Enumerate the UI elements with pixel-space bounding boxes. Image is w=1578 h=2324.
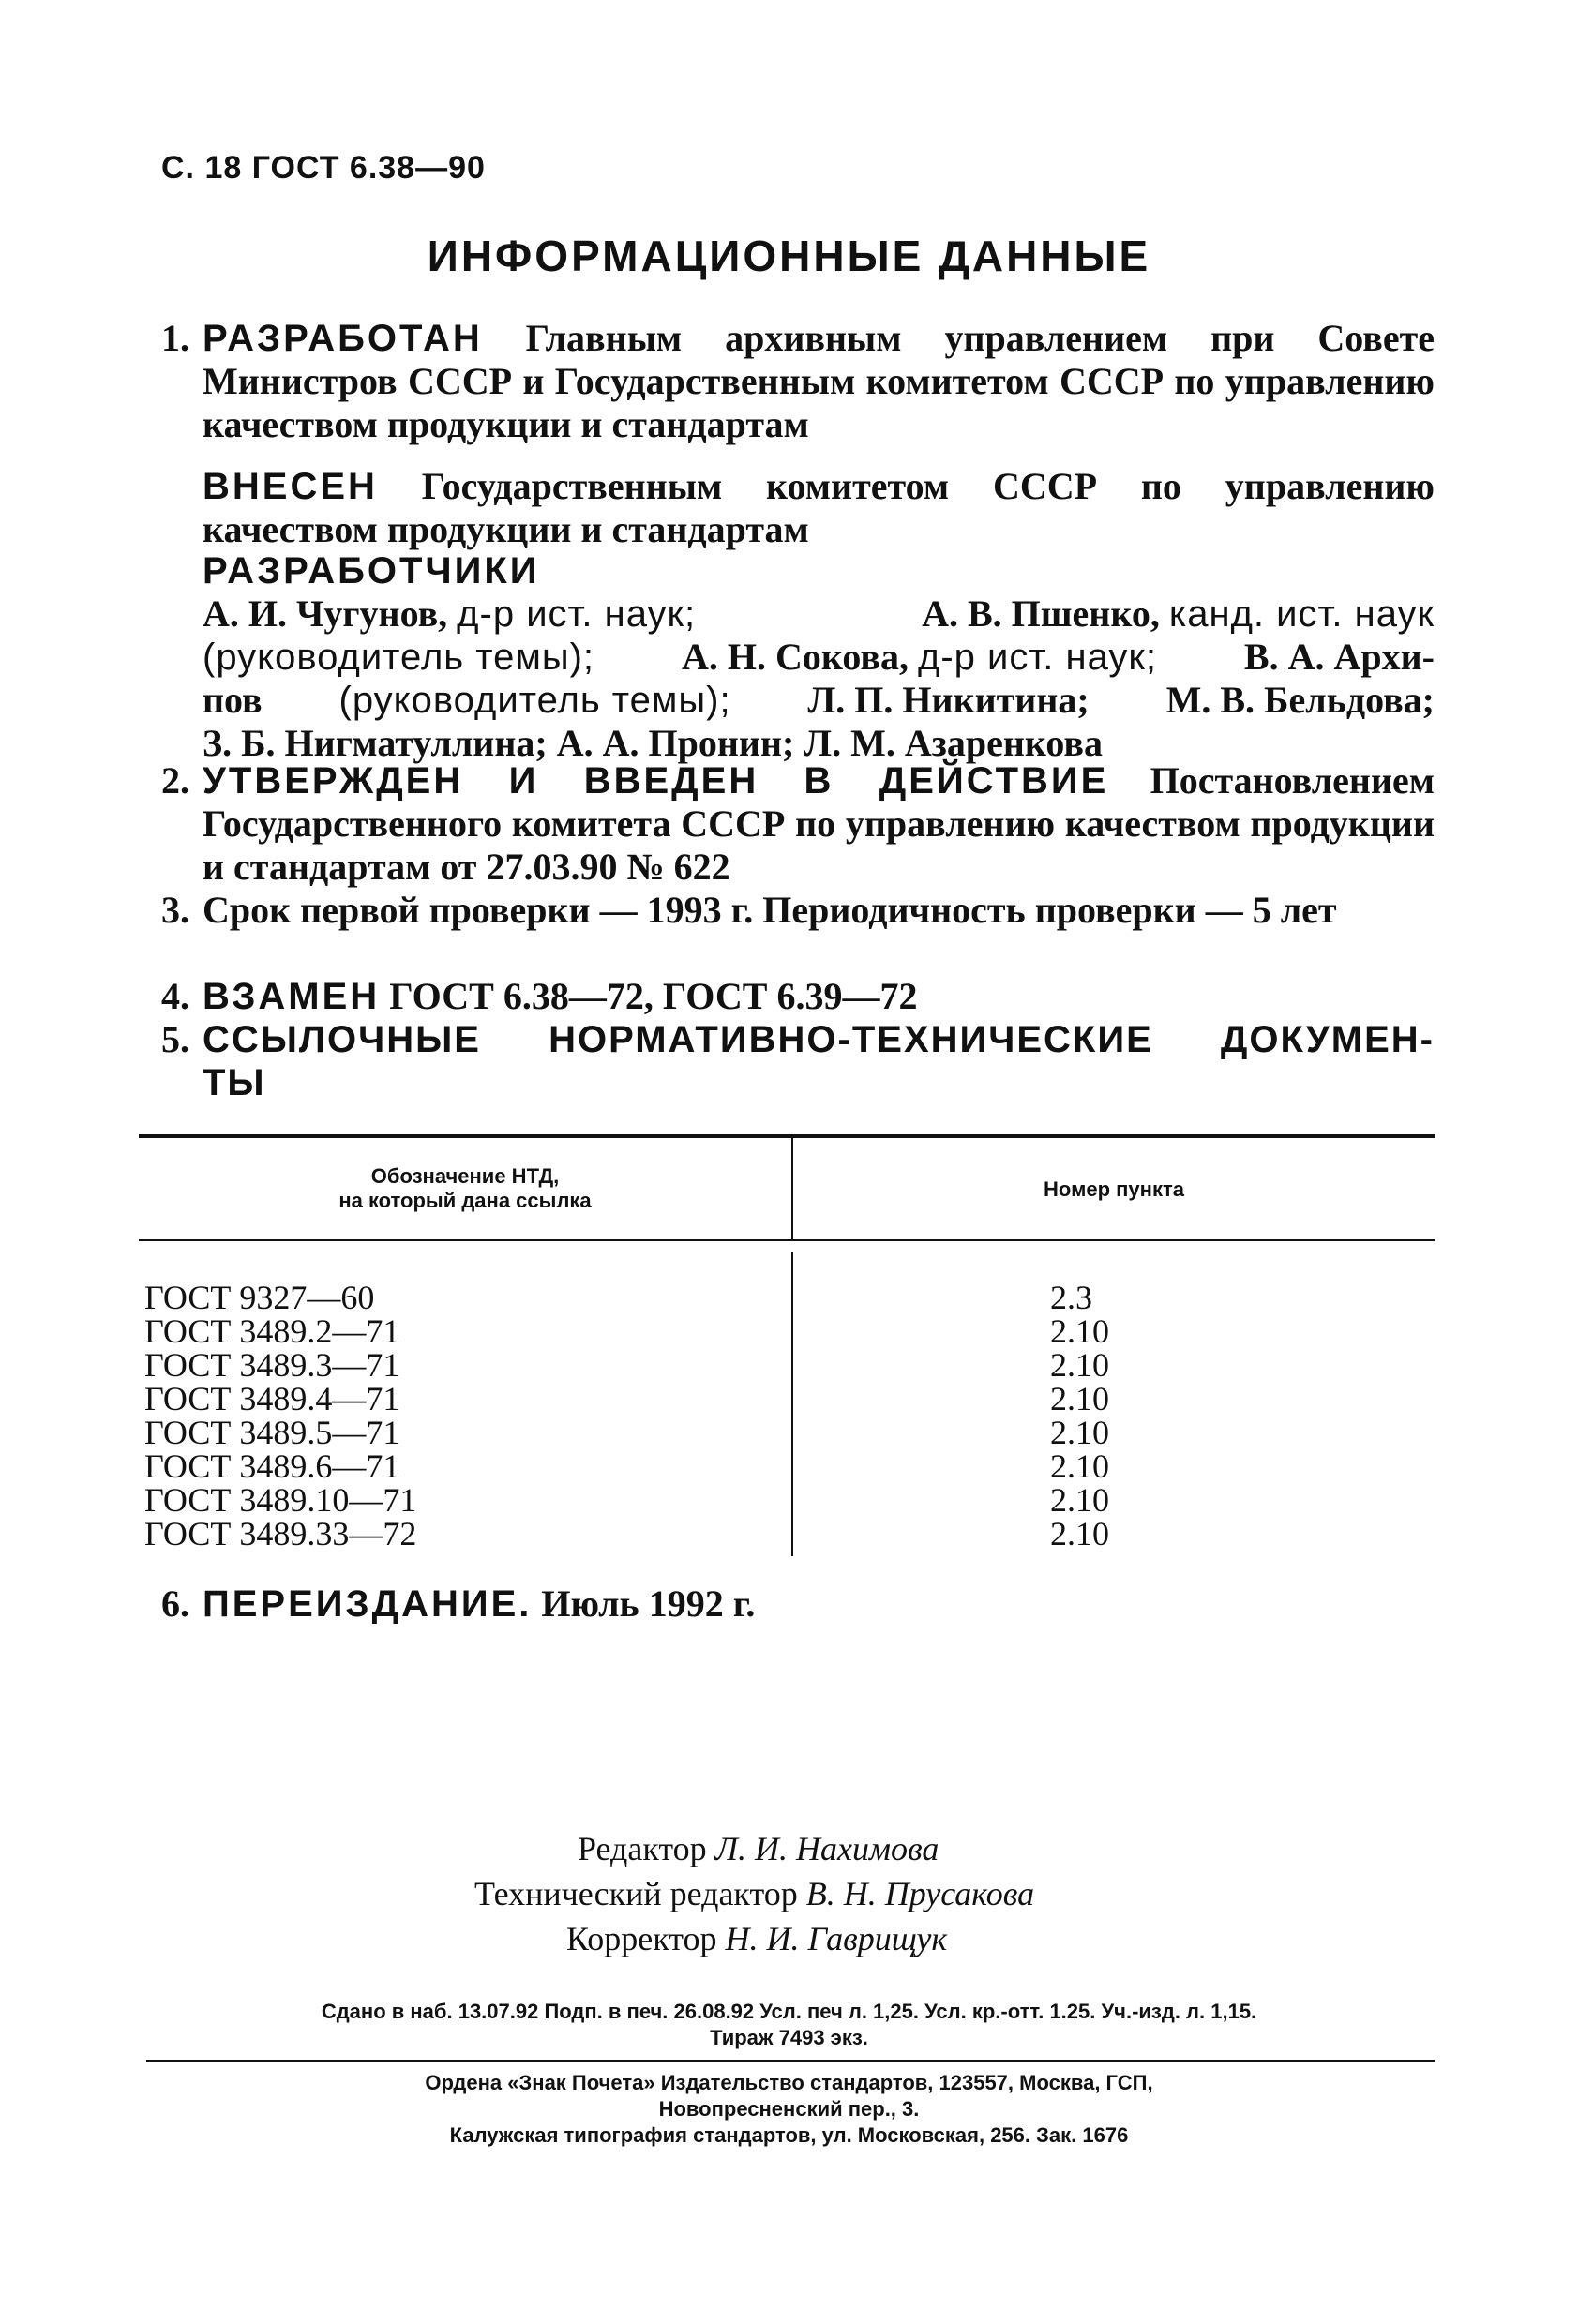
imprint-print-data xyxy=(0,1999,1578,2051)
credit-role: Технический редактор xyxy=(474,1875,798,1912)
developer-name: А. И. Чугунов, xyxy=(203,592,448,635)
credit-role: Редактор xyxy=(578,1830,707,1867)
table-cell-doc: ГОСТ 3489.3—71 xyxy=(144,1346,400,1384)
table-col-1-header xyxy=(139,1164,791,1213)
table-cell-clause: 2.10 xyxy=(1050,1447,1109,1485)
table-cell-clause: 2.10 xyxy=(1050,1380,1109,1417)
credit-editor xyxy=(578,1826,939,1871)
developer-name: А. Н. Сокова, xyxy=(681,636,909,678)
item-number: 4. xyxy=(161,975,189,1017)
item-number: 6. xyxy=(161,1582,189,1625)
credit-role: Корректор xyxy=(566,1920,717,1957)
developer-name: М. В. Бельдова; xyxy=(1165,679,1435,721)
table-top-rule xyxy=(139,1134,1435,1138)
credit-tech-editor xyxy=(474,1871,1034,1916)
item-reissue xyxy=(161,1582,1435,1626)
developer-name: А. В. Пшенко, xyxy=(922,592,1160,635)
item-text-line2: ТЫ xyxy=(203,1062,266,1103)
developer-name: В. А. Архи- xyxy=(1243,636,1435,678)
table-cell-doc: ГОСТ 9327—60 xyxy=(144,1279,375,1316)
developers-list xyxy=(203,592,1435,765)
developer-degree: канд. ист. наук xyxy=(1168,593,1435,635)
table-cell-clause: 2.3 xyxy=(1050,1279,1092,1316)
table-cell-doc: ГОСТ 3489.33—72 xyxy=(144,1515,417,1552)
developers-line-1 xyxy=(203,592,1435,636)
developers-heading: РАЗРАБОТЧИКИ xyxy=(203,550,540,592)
imprint-line-4: Новопресненский пер., 3. xyxy=(658,2097,920,2121)
item-text: Срок первой проверки — 1993 г. Периодичность проверки — 5 лет xyxy=(203,889,1337,931)
developers-line-3 xyxy=(203,679,1435,722)
developer-degree: д-р ист. наук; xyxy=(457,593,697,635)
table-header-rule xyxy=(139,1239,1435,1241)
imprint-rule xyxy=(146,2060,1435,2062)
item-label: РАЗРАБОТАН xyxy=(203,318,483,359)
imprint-line-5: Калужская типография стандартов, ул. Московская, 256. Зак. 1676 xyxy=(449,2123,1129,2147)
item-text: Июль 1992 г. xyxy=(541,1582,756,1625)
table-cell-doc: ГОСТ 3489.6—71 xyxy=(144,1447,400,1485)
introduced-block xyxy=(203,465,1435,551)
item-developed xyxy=(161,317,1435,446)
table-cell-clause: 2.10 xyxy=(1050,1481,1109,1519)
table-cell-clause: 2.10 xyxy=(1050,1312,1109,1350)
developers-line-4: З. Б. Нигматуллина; А. А. Пронин; Л. М. Азаренкова xyxy=(203,722,1103,764)
imprint-line-1: Сдано в наб. 13.07.92 Подп. в печ. 26.08.92 Усл. печ л. 1,25. Усл. кр.-отт. 1.25. Уч.-изд. л. 1,15. xyxy=(321,2000,1257,2023)
col-1-header-line-2: на который дана ссылка xyxy=(338,1189,592,1212)
imprint-publisher xyxy=(0,2070,1578,2149)
credit-name: Н. И. Гаврищук xyxy=(725,1920,948,1957)
item-text: ГОСТ 6.38—72, ГОСТ 6.39—72 xyxy=(389,975,918,1017)
item-label: УТВЕРЖДЕН И ВВЕДЕН В ДЕЙСТВИЕ xyxy=(203,760,1109,802)
developers-line-2 xyxy=(203,636,1435,679)
table-cell-clause: 2.10 xyxy=(1050,1346,1109,1384)
table-col-2-header: Номер пункта xyxy=(1044,1177,1184,1201)
item-number: 2. xyxy=(161,759,189,802)
credit-name: В. Н. Прусакова xyxy=(805,1875,1035,1912)
item-number: 5. xyxy=(161,1018,189,1060)
table-cell-doc: ГОСТ 3489.10—71 xyxy=(144,1481,417,1519)
item-references xyxy=(161,1018,1435,1104)
page-header: С. 18 ГОСТ 6.38—90 xyxy=(161,150,486,186)
credit-name: Л. И. Нахимова xyxy=(714,1830,939,1867)
table-cell-clause: 2.10 xyxy=(1050,1515,1109,1552)
imprint-line-3: Ордена «Знак Почета» Издательство стандартов, 123557, Москва, ГСП, xyxy=(425,2071,1153,2094)
item-text: Главным архивным управлением при Совете Министров СССР и Государственным комитетом СССР по управлению качеством продукции и стандартам xyxy=(203,317,1435,445)
item-number: 3. xyxy=(161,889,189,931)
developer-degree: (руководитель темы); xyxy=(203,637,595,678)
item-approved xyxy=(161,759,1435,889)
item-number: 1. xyxy=(161,317,189,359)
developer-degree: (руководитель темы); xyxy=(338,680,731,721)
developers-label xyxy=(203,549,1435,592)
item-replaces xyxy=(161,975,1435,1018)
credit-proofreader xyxy=(566,1916,947,1961)
imprint-line-2: Тираж 7493 экз. xyxy=(710,2026,868,2049)
table-doc-column xyxy=(144,1281,416,1551)
introduced-text: Государственным комитетом СССР по управлению качеством продукции и стандартам xyxy=(203,465,1435,550)
table-body-divider xyxy=(791,1252,793,1556)
developer-degree: д-р ист. наук; xyxy=(918,637,1157,678)
developer-name: пов xyxy=(203,679,263,721)
item-review-period xyxy=(161,889,1435,932)
document-title: ИНФОРМАЦИОННЫЕ ДАННЫЕ xyxy=(427,232,1151,280)
table-cell-doc: ГОСТ 3489.5—71 xyxy=(144,1414,400,1451)
developer-name: Л. П. Никитина; xyxy=(807,679,1090,721)
col-1-header-line-1: Обозначение НТД, xyxy=(370,1164,560,1188)
item-text: Постановлением Государственного комитета СССР по управлению качеством продукции и стандартам от 27.03.90 № 622 xyxy=(203,759,1435,888)
table-clause-column xyxy=(1050,1281,1109,1551)
item-label: ПЕРЕИЗДАНИЕ. xyxy=(203,1583,533,1625)
item-label: ВЗАМЕН xyxy=(203,976,381,1017)
item-text-line1: ССЫЛОЧНЫЕ НОРМАТИВНО-ТЕХНИЧЕСКИЕ ДОКУМЕН- xyxy=(203,1019,1435,1060)
table-cell-doc: ГОСТ 3489.4—71 xyxy=(144,1380,400,1417)
table-cell-doc: ГОСТ 3489.2—71 xyxy=(144,1312,400,1350)
introduced-label: ВНЕСЕН xyxy=(203,466,378,507)
table-cell-clause: 2.10 xyxy=(1050,1414,1109,1451)
